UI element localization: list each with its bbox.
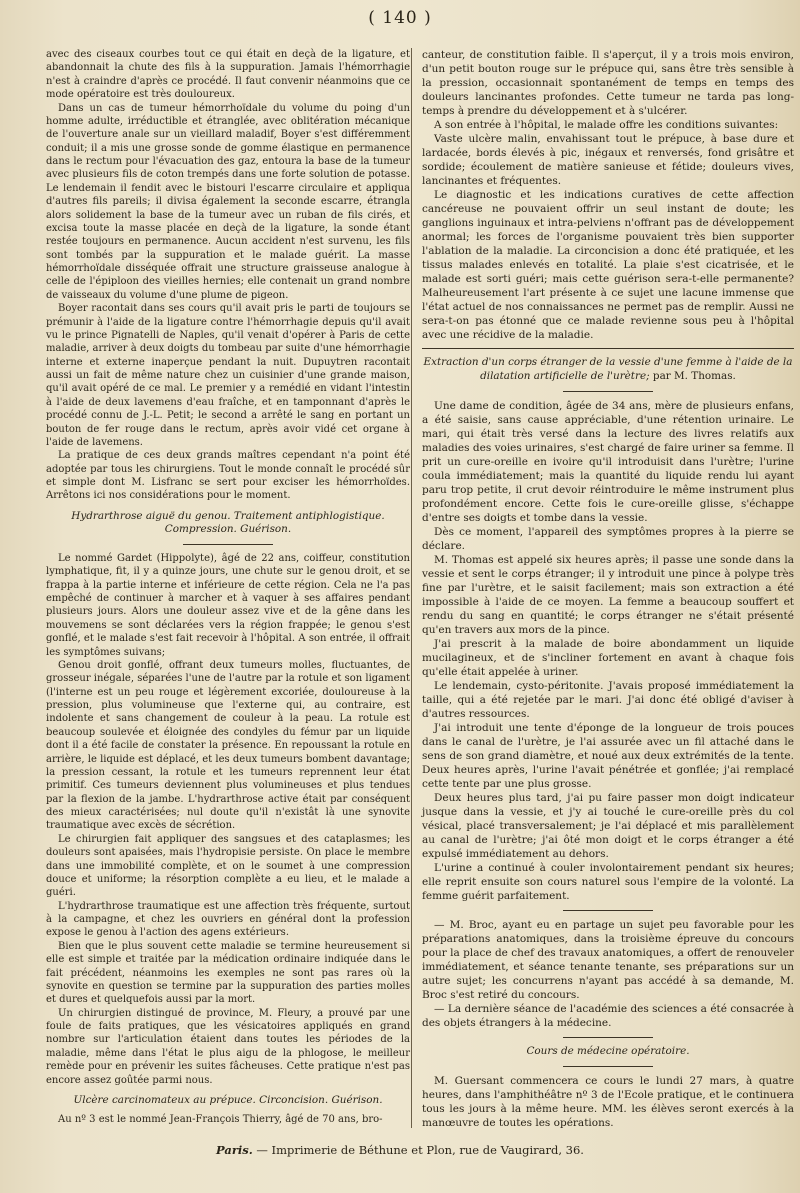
section-title: Cours de médecine opératoire.: [526, 1045, 690, 1058]
imprint-text: — Imprimerie de Béthune et Plon, rue de Vaugirard, 36.: [252, 1143, 584, 1157]
paragraph: J'ai prescrit à la malade de boire abondamment un liquide mucilagineux, et de s'incliner fortement en avant à chaque fois qu'elle était appelée à uriner.: [422, 637, 794, 678]
paragraph: L'hydrarthrose traumatique est une affection très fréquente, surtout à la campagne, et chez les ouvriers en général dont la profession expose le genou à l'action des agens extérieurs.: [46, 900, 410, 939]
column-divider: [411, 48, 412, 1128]
paragraph: A son entrée à l'hôpital, le malade offre les conditions suivantes:: [434, 119, 779, 132]
paragraph: M. Guersant commencera ce cours le lundi 27 mars, à quatre heures, dans l'amphithéâtre nº 3 de l'Ecole pratique, et le continuera tous les jours à la même heure. MM. les élèves seront exercés à la manœuvre de toutes les opérations.: [422, 1074, 794, 1129]
paragraph: — M. Broc, ayant eu en partage un sujet peu favorable pour les préparations anatomiques, dans la troisième épreuve du concours pour la place de chef des travaux anatomiques, a offert de renouveler immédiatement, et séance tenante tenante, ses préparations sur un autre sujet; les concurrens n'ayant pas accédé à sa demande, M. Broc s'est retiré du concours.: [422, 919, 794, 1002]
section-rule: [563, 910, 653, 911]
section-title-text: Extraction d'un corps étranger de la vessie d'une femme à l'aide de la dilatation artificielle de l'urètre;: [423, 356, 793, 382]
paragraph: — La dernière séance de l'académie des sciences a été consacrée à des objets étrangers à la médecine.: [422, 1003, 794, 1030]
section-title: Hydrarthrose aiguë du genou. Traitement antiphlogistique. Compression. Guérison.: [71, 509, 385, 536]
paragraph: Une dame de condition, âgée de 34 ans, mère de plusieurs enfans, a été saisie, sans cause appréciable, d'une rétention urinaire. Le mari, qui était très versé dans la lecture des livres relatifs aux maladies des voies urinaires, s'est chargé de faire uriner sa femme. Il prit un cure-oreille en ivoire qu'il introduisit dans l'urètre; l'urine coula immédiatement; mais la quantité du liquide rendu lui ayant paru trop petite, il crut devoir réintroduire le même instrument plus profondément encore. Cette fois le cure-oreille glisse, s'échappe d'entre ses doigts et tombe dans la vessie.: [422, 399, 794, 524]
paragraph: Le chirurgien fait appliquer des sangsues et des cataplasmes; les douleurs sont apaisées, mais l'hydropisie persiste. On place le membre dans une immobilité complète, et on le soumet à une compression douce et uniforme; la résorption complète a eu lieu, et le malade a guéri.: [46, 833, 410, 899]
paragraph: Genou droit gonflé, offrant deux tumeurs molles, fluctuantes, de grosseur inégale, séparées l'une de l'autre par la rotule et son ligament (l'interne est un peu rouge et légèrement excoriée, douloureuse à la pression, plus volumineuse que l'externe qui, au contraire, est indolente et sans changement de couleur à la peau. La rotule est beaucoup soulevée et éloignée des condyles du fémur par un liquide dont il a été facile de constater la présence. En repoussant la rotule en arrière, le liquide est déplacé, et les deux tumeurs bombent davantage; la pression cessant, la rotule et les tumeurs reprennent leur état primitif. Ces tumeurs deviennent plus volumineuses et plus tendues par la flexion de la jambe. L'hydrarthrose active était par conséquent des mieux caractérisées; nul doute qu'il n'existât là une synovite traumatique avec excès de sécrétion.: [46, 659, 410, 832]
paragraph: L'urine a continué à couler involontairement pendant six heures; elle reprit ensuite son cours naturel sous l'empire de la volonté. La femme guérit parfaitement.: [422, 862, 794, 903]
paragraph: La pratique de ces deux grands maîtres cependant n'a point été adoptée par tous les chirurgiens. Tout le monde connaît le procédé sûr et simple dont M. Lisfranc se sert pour exciser les hémorrhoïdes. Arrêtons ici nos considérations pour le moment.: [46, 450, 410, 502]
paragraph: Le nommé Gardet (Hippolyte), âgé de 22 ans, coiffeur, constitution lymphatique, fit, il y a quinze jours, une chute sur le genou droit, et se frappa à la partie interne et inférieure de cette région. Cela ne l'a pas empêché de continuer à marcher et à vaquer à ses affaires pendant plusieurs jours. Alors une douleur assez vive et de la gêne dans les mouvemens se sont déclarées vers la région frappée; le genou s'est gonflé, et le malade s'est fait recevoir à l'hôpital. A son entrée, il offrait les symptômes suivans;: [46, 552, 410, 658]
paragraph: J'ai introduit une tente d'éponge de la longueur de trois pouces dans le canal de l'urètre, je l'ai assurée avec un fil attaché dans le sens de son grand diamètre, et noué aux deux extrémités de la tente. Deux heures après, l'urine l'avait pénétrée et gonflée; j'ai remplacé cette tente par une plus grosse.: [422, 721, 794, 790]
right-column: [422, 48, 794, 1130]
imprint-footer: [0, 1143, 800, 1157]
section-title: Ulcère carcinomateux au prépuce. Circoncision. Guérison.: [73, 1093, 383, 1106]
imprint-city: Paris.: [216, 1143, 253, 1157]
paragraph: canteur, de constitution faible. Il s'aperçut, il y a trois mois environ, d'un petit bouton rouge sur le prépuce qui, sans être très sensible à la pression, occasionnait spontanément de temps en temps des douleurs lancinantes profondes. Cette tumeur ne tarda pas long-temps à prendre du développement et à s'ulcérer.: [422, 49, 794, 118]
paragraph: Un chirurgien distingué de province, M. Fleury, a prouvé par une foule de faits pratiques, que les vésicatoires appliqués en grand nombre sur l'articulation étaient dans toutes les périodes de la maladie, même dans l'état le plus aigu de la phlogose, le meilleur remède pour en prévenir les suites fâcheuses. Cette pratique n'est pas encore assez goûtée parmi nous.: [46, 1007, 410, 1086]
title-rule: [183, 544, 273, 545]
paragraph: Le lendemain, cysto-péritonite. J'avais proposé immédiatement la taille, qui a été rejetée par le mari. J'ai donc été obligé d'aviser à d'autres ressources.: [422, 679, 794, 720]
page-number: ( 140 ): [368, 8, 432, 28]
paragraph: Dès ce moment, l'appareil des symptômes propres à la pierre se déclare.: [422, 525, 794, 552]
left-column: [46, 48, 410, 1126]
paragraph: M. Thomas est appelé six heures après; il passe une sonde dans la vessie et sent le corps étranger; il y introduit une pince à polype très fine par l'urètre, et le saisit facilement; mais son extraction a été impossible à l'aide de ce moyen. La femme a beaucoup souffert et rendu du sang en quantité; le corps étranger ne s'était présenté qu'en travers aux mors de la pince.: [422, 553, 794, 636]
title-rule: [563, 1066, 653, 1067]
section-rule: [422, 348, 794, 349]
paragraph: Deux heures plus tard, j'ai pu faire passer mon doigt indicateur jusque dans la vessie, et j'y ai touché le cure-oreille près du col vésical, placé transversalement; je l'ai déplacé et mis parallèlement au canal de l'urètre; j'ai ôté mon doigt et le corps étranger a été expulsé immédiatement au dehors.: [422, 791, 794, 861]
section-rule: [563, 1037, 653, 1038]
title-rule: [563, 391, 653, 392]
paragraph: Au nº 3 est le nommé Jean-François Thierry, âgé de 70 ans, bro-: [58, 1113, 383, 1125]
paragraph: Bien que le plus souvent cette maladie se termine heureusement si elle est simple et traitée par la médication ordinaire indiquée dans le fait précédent, néanmoins les exemples ne sont pas rares où la synovite en question se termine par la suppuration des parties molles et dures et quelquefois aussi par la mort.: [46, 940, 410, 1006]
paragraph: avec des ciseaux courbes tout ce qui était en deçà de la ligature, et abandonnait la chute des fils à la suppuration. Jamais l'hémorrhagie n'est à craindre d'après ce procédé. Il faut convenir néanmoins que ce mode opératoire est très douloureux.: [46, 49, 410, 101]
paragraph: Dans un cas de tumeur hémorrhoïdale du volume du poing d'un homme adulte, irréductible et étranglée, avec oblitération mécanique de l'ouverture anale sur un vieillard maladif, Boyer s'est différemment conduit; il a mis une grosse sonde de gomme élastique en permanence dans le rectum pour l'évacuation des gaz, entoura la base de la tumeur avec plusieurs fils de coton trempés dans une forte solution de potasse. Le lendemain il fendit avec le bistouri l'escarre circulaire et appliqua d'autres fils pareils; il divisa également la seconde escarre, étrangla alors solidement la base de la tumeur avec un ruban de fils cirés, et excisa toute la masse placée en deçà de la ligature, la sonde étant restée toujours en permanence. Aucun accident n'est survenu, les fils sont tombés par la suppuration et le malade guérit. La masse hémorrhoïdale disséquée offrait une structure graisseuse analogue à celle de l'épiploon des vieilles hernies; elle contenait un grand nombre de vaisseaux du volume d'une plume de pigeon.: [46, 102, 410, 301]
section-title: [422, 356, 794, 383]
section-author: par M. Thomas.: [652, 369, 736, 382]
paragraph: Le diagnostic et les indications curatives de cette affection cancéreuse ne pouvaient offrir un seul instant de doute; les ganglions inguinaux et intra-pelviens n'offrant pas de développement anormal; les forces de l'organisme pouvaient très bien supporter l'ablation de la maladie. La circoncision a donc été pratiquée, et les tissus malades enlevés en totalité. La plaie s'est cicatrisée, et le malade est sorti guéri; mais cette guérison sera-t-elle permanente? Malheureusement l'art présente à ce sujet une lacune immense que l'état actuel de nos connaissances ne permet pas de remplir. Aussi ne sera-t-on pas étonné que ce malade revienne sous peu à l'hôpital avec une récidive de la maladie.: [422, 189, 794, 342]
paragraph: Boyer racontait dans ses cours qu'il avait pris le parti de toujours se prémunir à l'aide de la ligature contre l'hémorrhagie depuis qu'il avait vu le prince Pignatelli de Naples, qu'il venait d'opérer à Paris de cette maladie, arriver à deux doigts du tombeau par suite d'une hémorrhagie interne et externe inaperçue pendant la nuit. Dupuytren racontait aussi un fait de même nature chez un cuisinier d'une grande maison, qu'il avait opéré de ce mal. Le premier y a remédié en vidant l'intestin à l'aide de deux lavemens d'eau fraîche, et en tamponnant d'après le procédé connu de J.-L. Petit; le second a arrêté le sang en portant un bouton de fer rouge dans le rectum, après avoir vidé cet organe à l'aide de lavemens.: [46, 303, 410, 448]
paragraph: Vaste ulcère malin, envahissant tout le prépuce, à base dure et lardacée, bords élevés à pic, inégaux et renversés, fond grisâtre et sordide; écoulement de matière sanieuse et fétide; douleurs vives, lancinantes et fréquentes.: [422, 133, 794, 188]
